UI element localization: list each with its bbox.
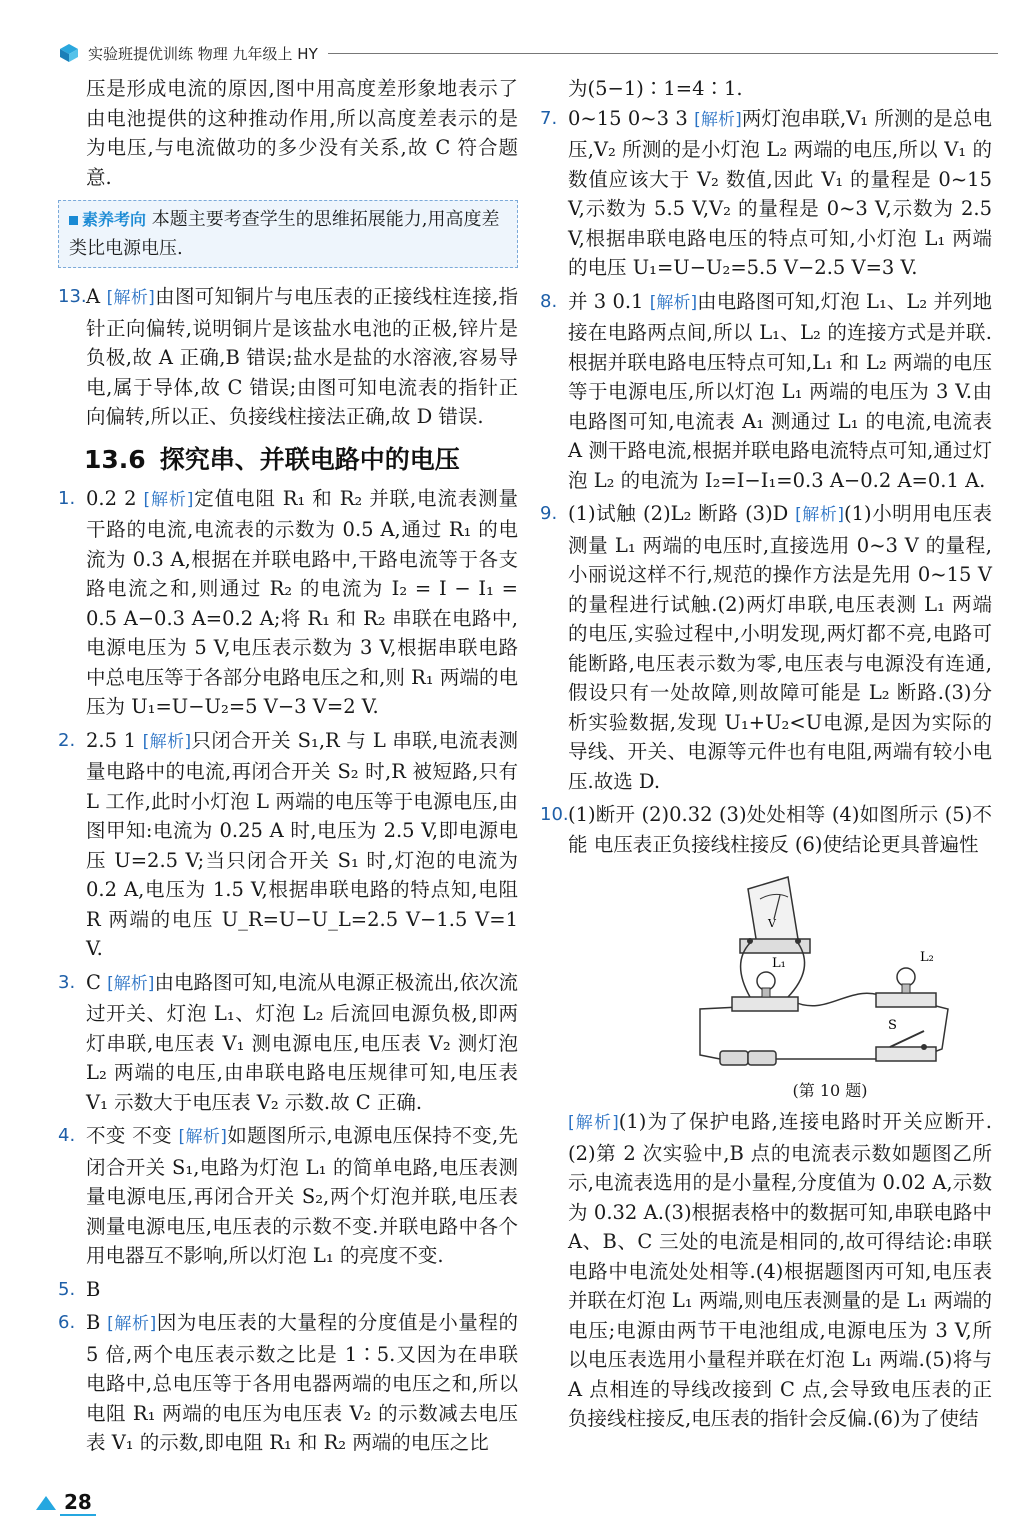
analysis-tag: [解析] <box>649 292 698 313</box>
tip-label: 素养考向 <box>82 210 147 229</box>
circuit-diagram <box>680 869 980 1079</box>
answer-text: 只闭合开关 S₁,R 与 L 串联,电流表测量电路中的电流,再闭合开关 S₂ 时,R 被短路,只有 L 工作,此时小灯泡 L 两端的电压等于电源电压,由图甲知:电流为 0.25 A 时,电压为 2.5 V,即电源电压 U=2.5 V;当只闭合开关 S₁ 时,灯泡的电流为 0.2 A,电压为 1.5 V,根据串联电路的特点知,电阻 R 两端的电压 U_R=U−U_L=2.5 V−1.5 V=1 V. <box>86 728 519 960</box>
answer-text: 两灯泡串联,V₁ 所测的是总电压,V₂ 所测的是小灯泡 L₂ 两端的电压,所以 V₁ 的数值应该大于 V₂ 数值,因此 V₁ 的量程是 0~15 V,示数为 5.5 V,V₂ 的量程是 0~3 V,示数为 2.5 V,根据串联电路电压的特点可知,小灯泡 L₁ 两端的电压 U₁=U−U₂=5.5 V−2.5 V=3 V. <box>568 106 993 279</box>
answer-5 <box>58 1275 518 1305</box>
answer-4 <box>58 1121 518 1271</box>
answer-number: 2. <box>58 729 76 751</box>
battery-icon <box>720 1051 776 1065</box>
answer-number: 6. <box>58 1312 76 1333</box>
answer-key: 0~15 0~3 3 <box>568 106 688 130</box>
tip-square-icon <box>69 216 78 225</box>
answer-text: 定值电阻 R₁ 和 R₂ 并联,电流表测量干路的电流,电流表的示数为 0.5 A,通过 R₁ 的电流为 0.3 A,根据在并联电路中,干路电流等于各支路电流之和,则通过 R₂ 的电流为 I₂ = I − I₁ = 0.5 A−0.3 A=0.2 A;将 R₁ 和 R₂ 串联在电路中,电源电压为 5 V,电压表示数为 3 V,根据串联电路中总电压等于各部分电路电压之和,则 R₁ 两端的电压为 U₁=U−U₂=5 V−3 V=2 V. <box>86 486 518 718</box>
section-title: 探究串、并联电路中的电压 <box>159 444 460 474</box>
answer-number: 8. <box>540 290 558 312</box>
answer-key: 并 3 0.1 <box>568 289 644 313</box>
analysis-tag: [解析] <box>694 109 742 130</box>
book-logo-icon <box>58 42 80 64</box>
answer-text: (1)小明用电压表测量 L₁ 两端的电压时,直接选用 0~3 V 的量程,小丽说这样不行,规范的操作方法是先用 0~15 V 的量程进行试触.(2)两灯串联,电压表测 L₁ 两端的电压,实验过程中,小明发现,两灯都不亮,电路可能断路,电压表示数为零,电压表与电源没有连通,假设只有一处故障,则故障可能是 L₂ 断路.(3)分析实验数据,发现 U₁+U₂<U电源,是因为实际的导线、开关、电源等元件也有电阻,两端有较小电压.故选 D. <box>568 502 992 793</box>
answer-10-analysis <box>540 1107 992 1434</box>
answer-number: 7. <box>540 107 558 129</box>
header-title: 实验班提优训练 物理 九年级上 HY <box>88 44 318 63</box>
circuit-figure <box>680 869 980 1101</box>
analysis-tag: [解析] <box>795 505 845 525</box>
answer-2 <box>58 726 518 964</box>
answer-text: 由电路图可知,灯泡 L₁、L₂ 并列地接在电路两点间,所以 L₁、L₂ 的连接方式是并联.根据并联电路电压特点可知,L₁ 和 L₂ 两端的电压等于电源电压,所以灯泡 L₁ 两端的电压为 3 V.由电路图可知,电流表 A₁ 测通过 L₁ 的电流,电流表 A 测干路电流,根据并联电路电流特点可知,通过灯泡 L₂ 的电流为 I₂=I−I₁=0.3 A−0.2 A=0.1 A. <box>568 289 992 492</box>
analysis-tag: [解析] <box>107 1314 157 1334</box>
answer-text: 如题图所示,电源电压保持不变,先闭合开关 S₁,电路为灯泡 L₁ 的简单电路,电压表测量电源电压,再闭合开关 S₂,两个灯泡并联,电压表测量电源电压,电压表的示数不变.并联电路中各个用电器互不影响,所以灯泡 L₁ 的亮度不变. <box>86 1124 518 1267</box>
answer-key: (1)试触 (2)L₂ 断路 (3)D <box>568 502 789 525</box>
answer-6-continued: 为(5−1)∶1=4∶1. <box>568 77 743 100</box>
tip-box <box>58 200 518 268</box>
answer-number: 1. <box>58 487 76 509</box>
switch-icon <box>876 1018 936 1061</box>
lamp-l1-label: L₁ <box>772 956 786 971</box>
answer-key: B <box>86 1277 101 1301</box>
answer-13 <box>58 282 518 432</box>
answer-number: 13. <box>58 286 87 307</box>
analysis-tag: [解析] <box>178 1127 227 1147</box>
tip-text: 本题主要考查学生的思维拓展能力,用高度差类比电源电压. <box>69 209 500 259</box>
right-column <box>540 74 992 1434</box>
answer-number: 9. <box>540 503 558 524</box>
answer-9 <box>540 499 992 796</box>
section-heading <box>84 442 518 478</box>
answer-key: 0.2 2 <box>86 486 137 510</box>
answer-key: A <box>86 285 101 308</box>
answer-key: 2.5 1 <box>86 728 137 752</box>
lamp-l2-label: L₂ <box>920 950 934 965</box>
section-number: 13.6 <box>84 444 146 474</box>
lamp-l1-icon <box>732 956 798 1011</box>
figure-caption: (第 10 题) <box>792 1081 868 1100</box>
answer-text: (1)为了保护电路,连接电路时开关应断开.(2)第 2 次实验中,B 点的电流表示数如题图乙所示,电流表选用的是小量程,分度值为 0.02 A,示数为 0.32 A.(3)根据表格中的数据可知,串联电路中 A、B、C 三处的电流是相同的,故可得结论:串联电路中电流处处相等.(4)根据题图丙可知,电压表并联在灯泡 L₁ 两端,则电压表测量的是 L₁ 两端的电压;电源由两节干电池组成,电源电压为 3 V,所以电压表选用小量程并联在灯泡 L₁ 两端.(5)将与 A 点相连的导线改接到 C 点,会导致电压表的正负接线柱接反,电压表的指针会反偏.(6)为了使结 <box>568 1110 992 1430</box>
switch-label: S <box>888 1018 897 1033</box>
answer-6 <box>58 1308 518 1458</box>
answer-3 <box>58 968 518 1118</box>
analysis-tag: [解析] <box>568 1113 619 1133</box>
page-arrow-icon <box>36 1496 56 1510</box>
analysis-tag: [解析] <box>107 973 155 994</box>
voltmeter-icon <box>740 877 810 953</box>
answer-number: 3. <box>58 971 76 993</box>
page-header <box>58 40 998 66</box>
header-rule <box>328 53 998 54</box>
answer-text: 由图可知铜片与电压表的正接线柱连接,指针正向偏转,说明铜片是该盐水电池的正极,锌片是负极,故 A 正确,B 错误;盐水是盐的水溶液,容易导电,属于导体,故 C 错误;由图可知电流表的指针正向偏转,所以正、负接线柱接法正确,故 D 错误. <box>86 285 519 428</box>
answer-number: 10. <box>540 804 569 825</box>
answer-key: C <box>86 970 101 994</box>
intro-text: 压是形成电流的原因,图中用高度差形象地表示了由电池提供的这种推动作用,所以高度差表示的是为电压,与电流做功的多少没有关系,故 C 符合题意. <box>86 77 518 189</box>
voltmeter-label: V <box>768 917 776 930</box>
left-column <box>58 74 518 1462</box>
answer-8 <box>540 287 992 496</box>
answer-number: 5. <box>58 1278 76 1300</box>
answer-number: 4. <box>58 1125 76 1146</box>
page-number: 28 <box>60 1490 96 1516</box>
page-footer <box>36 1490 96 1516</box>
answer-key: (1)断开 (2)0.32 (3)处处相等 (4)如图所示 (5)不能 电压表正负接线柱接反 (6)使结论更具普遍性 <box>568 803 992 856</box>
answer-7 <box>540 104 992 283</box>
analysis-tag: [解析] <box>106 288 155 308</box>
analysis-tag: [解析] <box>142 731 192 752</box>
answer-key: 不变 不变 <box>86 1124 172 1147</box>
answer-text: 由电路图可知,电流从电源正极流出,依次流过开关、灯泡 L₁、灯泡 L₂ 后流回电源负极,即两灯串联,电压表 V₁ 测电源电压,电压表 V₂ 测灯泡 L₂ 两端的电压,由串联电路电压规律可知,电压表 V₁ 示数大于电压表 V₂ 示数.故 C 正确. <box>86 970 519 1114</box>
answer-key: B <box>86 1311 101 1334</box>
answer-text: 因为电压表的大量程的分度值是小量程的 5 倍,两个电压表示数之比是 1∶5.又因为在串联电路中,总电压等于各用电器两端的电压之和,所以电阻 R₁ 两端的电压为电压表 V₂ 的示数减去电压表 V₁ 的示数,即电阻 R₁ 和 R₂ 两端的电压之比 <box>86 1311 518 1454</box>
analysis-tag: [解析] <box>143 489 194 510</box>
lamp-l2-icon <box>876 950 936 1007</box>
answer-10 <box>540 800 992 859</box>
answer-1 <box>58 484 518 722</box>
